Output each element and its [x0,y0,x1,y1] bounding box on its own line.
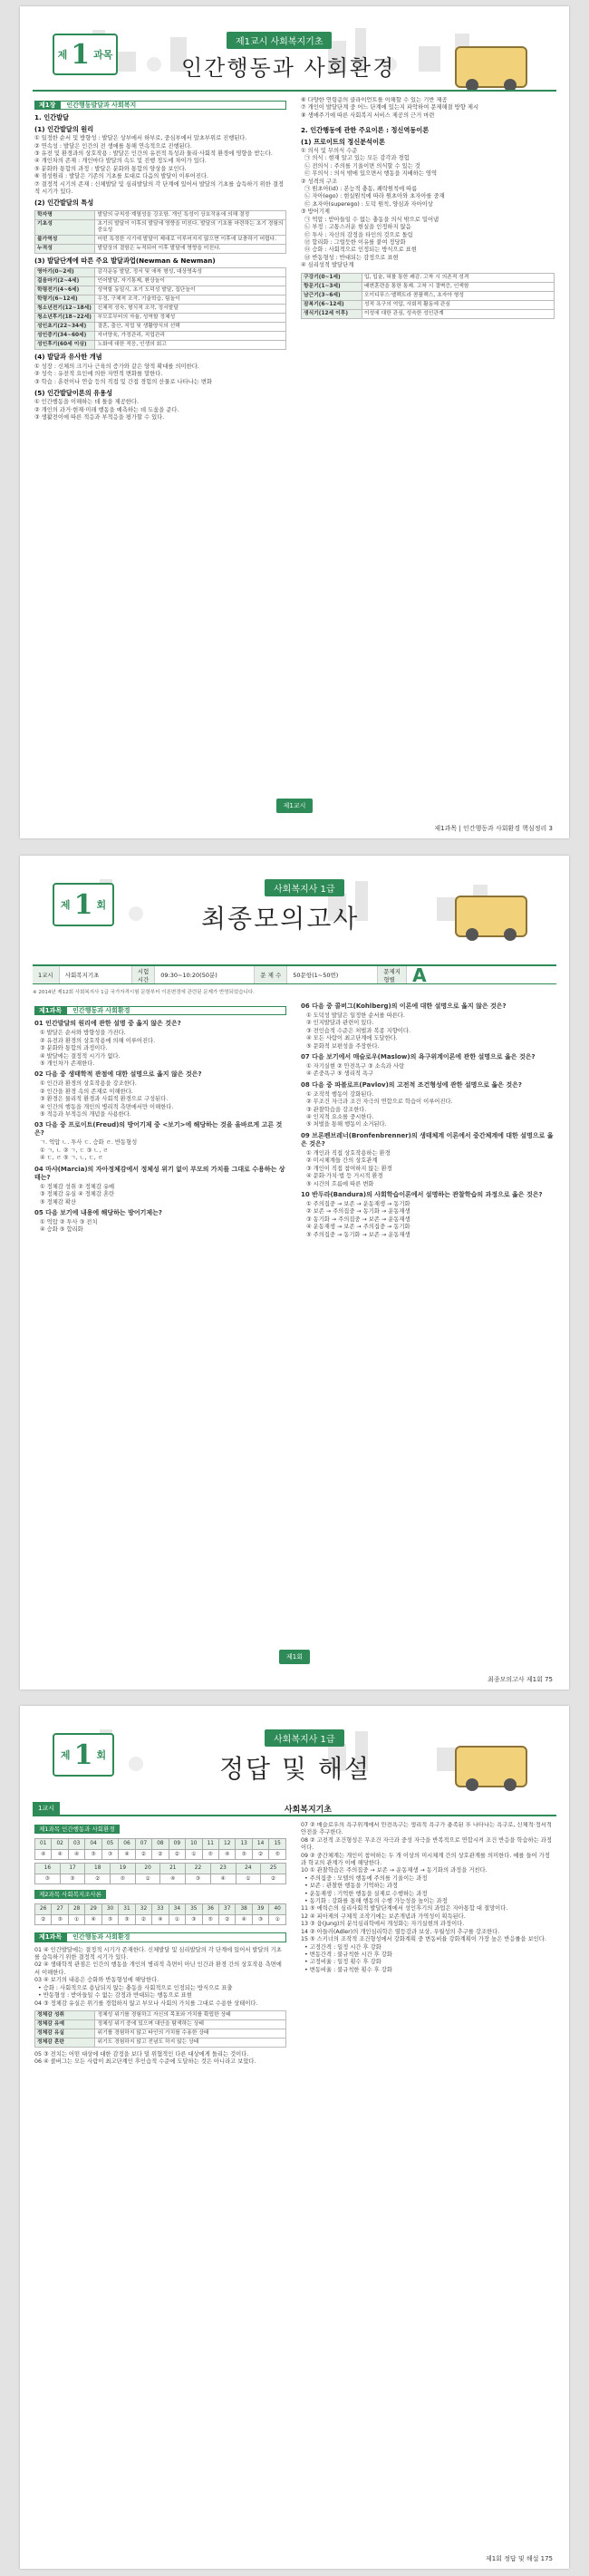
answer-grid-3 [34,1903,286,1925]
question-item [301,1081,555,1129]
answer-number: 07 [135,1839,151,1849]
answer-number: 40 [269,1904,286,1914]
answer-row [35,1839,286,1849]
answer-value: ④ [152,1914,169,1924]
answer-value: ③ [52,1914,68,1924]
answer-value: ③ [186,1914,202,1924]
question-option: ③ 분화와 통합의 과정이다. [40,1045,108,1052]
answer-number: 26 [35,1904,52,1914]
question-text: 06 다음 중 콜버그(Kohlberg)의 이론에 대한 설명으로 옳지 않은 것은? [301,1002,507,1010]
answer-value: ⑤ [269,1849,286,1859]
table-cell: 부모로부터의 자율, 성역할 정체성 [95,314,286,323]
table-developmental-tasks [34,267,286,350]
info-time-label: 시험 시간 [132,966,156,983]
answer-grid-2 [34,1863,286,1884]
answer-number: 22 [186,1864,211,1874]
question-option: ⑤ 처벌을 통해 행동이 소거된다. [306,1121,387,1128]
info-count-label: 문 제 수 [255,966,287,983]
answer-grid-1 [34,1838,286,1860]
table-cell: 성인후기(60세 이상) [35,341,95,350]
table-row [35,219,286,235]
answer-row [35,1904,286,1914]
info-type: A [412,964,427,986]
question-option: ⑤ 정체감 확산 [40,1198,77,1206]
question-text: 07 다음 보기에서 매슬로우(Maslow)의 욕구위계이론에 관한 설명으로 옳은 것은? [301,1053,536,1061]
page-number: 최종모의고사 제1회 75 [488,1676,553,1683]
table-row [35,2019,286,2029]
table-cell: 감각운동 발달, 정서 및 애착 형성, 대상영속성 [95,268,286,277]
question-item [34,1209,286,1235]
question-text: 04 마샤(Marcia)의 자아정체감에서 정체성 위기 없이 부모의 가치를 그대로 수용하는 상태는? [34,1165,285,1181]
answer-number: 12 [218,1839,235,1849]
question-option: ⑤ 적응과 부적응의 개념을 사용한다. [40,1111,131,1119]
table-cell: 발달의 규칙성·계열성을 강조함. 개인 특성이 상호작용에 의해 결정 [95,210,286,219]
answer-number: 19 [111,1864,136,1874]
table-cell: 영아기(0~2세) [35,268,95,277]
class-title: 사회복지기초 [284,1805,333,1815]
answer-value: ② [135,1849,151,1859]
table-row [35,2029,286,2038]
answer-number: 13 [236,1839,252,1849]
info-type-label: 문제지 형별 [378,966,407,983]
header-divider [33,90,556,92]
answer-value: ② [169,1849,185,1859]
topic-1: (1) 인간발달의 원리 [34,124,94,133]
table-cell: 오이디푸스·엘렉트라 콤플렉스, 초자아 형성 [362,291,554,300]
table-row [302,273,555,282]
answer-number: 03 [68,1839,84,1849]
answer-number: 34 [169,1904,185,1914]
question-option: ① 조작적 행동이 강화된다. [306,1090,374,1098]
answer-value: ⑤ [111,1874,136,1884]
table-development-traits [34,210,286,254]
question-option: ③ 개인이 직접 참여하지 않는 환경 [306,1165,392,1172]
heading-1: 1. 인간발달 [34,113,70,122]
table-cell: 신체적 성숙, 형식적 조작, 정서발달 [95,305,286,314]
table-cell: 정체감 혼란 [35,2038,95,2047]
page-number: 제1회 정답 및 해설 175 [485,2555,553,2562]
question-option: ① 주의집중 → 보존 → 운동재생 → 동기화 [306,1200,410,1207]
exam-notice: ※ 2014년 제12회 사회복지사 1급 국가자격시험 문항부터 이론변경에 관련된 문제가 반영되었습니다. [33,990,255,995]
question-option: ② 인간을 환경 속의 존재로 이해한다. [40,1088,133,1095]
answer-value: ② [135,1914,151,1924]
question-option: ④ 인지적 요소를 중시한다. [306,1114,374,1121]
left-column [34,97,286,804]
table-row [35,295,286,305]
right-body-1: ⑥ 다양한 연령층의 클라이언트를 이해할 수 있는 기반 제공 ⑦ 개인이 발달단계 중 어느 단계에 있는지 파악하여 문제해결 방향 제시 ⑧ 생애주기에 따른 사회복지 서비스 제공의 근거 마련 [301,97,478,119]
page-title: 정답 및 해설 [219,1754,372,1784]
answer-row [35,1874,286,1884]
table-cell: 학령전기(4~6세) [35,286,95,295]
table-cell: 우정, 구체적 조작, 기술학습, 팀놀이 [95,295,286,305]
question-option: ① 자기실현 ② 안전욕구 ③ 소속과 사랑 [306,1063,405,1070]
page-title: 최종모의고사 [201,904,360,934]
question-text: 08 다음 중 파블로프(Pavlov)의 고전적 조건형성에 관한 설명으로 옳은 것은? [301,1080,522,1089]
answer-number: 33 [152,1904,169,1914]
question-item [34,1070,286,1119]
question-option: ④ 발달에는 결정적 시기가 없다. [40,1052,121,1060]
answer-sub-1: 제1과목 인간행동과 사회환경 [34,1825,120,1834]
answer-value: ① [135,1874,160,1884]
answer-number: 02 [52,1839,68,1849]
table-row [35,2010,286,2019]
question-option: ① 억압 ② 투사 ③ 전치 [40,1218,98,1225]
subject-pill: 사회복지사 1급 [265,879,344,896]
footer-tag: 제1교시 [20,794,569,813]
table-row [35,332,286,341]
question-option: ③ 정체감 유실 ④ 정체감 혼란 [40,1191,115,1198]
answer-value: ⑤ [202,1849,218,1859]
question-option: ② 인지발달과 관련이 있다. [306,1020,374,1027]
question-option: ① 발달은 순서와 방향성을 가진다. [40,1030,126,1037]
table-cell: 성인중기(34~60세) [35,332,95,341]
question-option: ③ 관찰학습을 강조한다. [306,1106,367,1113]
class-header [33,1802,556,1816]
table-row [35,323,286,332]
table-row [35,2038,286,2047]
table-row [35,210,286,219]
answer-value: ② [35,1914,52,1924]
explanation-left: 01 ④ 인간발달에는 결정적 시기가 존재한다. 신체발달 및 심리발달의 각 단계에 있어서 발달의 기초를 습득하기 위한 결정적 시기가 있다. 02 ④ 생태학적 관점은 인간의 행동을 개인의 병리적 측면이 아닌 인간과 환경 간의 상호작용 측면에서 이해한다. 03 ④ 보기의 내용은 승화와 반동형성에 해당한다. • 승화 : 사회적으로 용납되지 않는 충동을 사회적으로 인정되는 방식으로 표출 • 반동형성 : 받아들일 수 없는 감정과 반대되는 행동으로 표현 04 ③ 정체감 유실은 위기를 경험하지 않고 부모나 사회의 가치를 그대로 수용한 상태이다. [34,1946,282,2007]
round-badge: 제 1 회 [53,1733,114,1777]
answer-row [35,1914,286,1924]
answer-number: 39 [252,1904,268,1914]
question-item [301,1053,555,1079]
table-cell: 학령기(6~12세) [35,295,95,305]
answer-number: 01 [35,1839,52,1849]
questions-left [34,1002,286,1637]
table-cell: 불가역성 [35,235,95,244]
table-cell: 입, 입술, 혀를 통한 쾌감. 고착 시 의존적 성격 [362,273,554,282]
info-count: 50문항(1~50번) [287,966,378,983]
table-cell: 이성에 대한 관심, 성숙한 성인관계 [362,309,554,318]
question-option: ④ 승화 ⑤ 합리화 [40,1226,83,1234]
table-row [302,300,555,309]
answer-number: 04 [85,1839,101,1849]
answer-number: 35 [186,1904,202,1914]
answer-number: 27 [52,1904,68,1914]
answer-value: ② [85,1874,111,1884]
body-4: ① 성장 : 신체의 크기나 근육의 증가와 같은 양적 확대를 의미한다. ② 성숙 : 유전적 요인에 의한 자연적 변화를 말한다. ③ 학습 : 훈련이나 연습 등의 직접 및 간접 경험의 산물로 나타나는 변화 [34,363,213,385]
answer-value: ② [252,1849,268,1859]
answer-number: 05 [101,1839,118,1849]
table-cell: 발달상의 결함은 누적되어 이후 발달에 영향을 미친다. [95,244,286,253]
answer-value: ④ [236,1914,252,1924]
question-item [34,1166,286,1206]
question-text: 10 반두라(Bandura)의 사회학습이론에서 설명하는 관찰학습의 과정으로 옳은 것은? [301,1190,543,1198]
page-3 [20,1706,569,2569]
question-text: 03 다음 중 프로이트(Freud)의 방어기제 중 <보기>에 해당하는 것을 올바르게 고른 것은? [34,1121,283,1138]
answer-number: 29 [85,1904,101,1914]
body-1: ① 일정한 순서 및 방향성 : 발달은 상부에서 하부로, 중심부에서 말초부위로 진행된다. ② 연속성 : 발달은 인간의 전 생애를 통해 연속적으로 진행된다. ③ 유전 및 환경과의 상호작용 : 발달은 인간의 유전적 특성과 물리·사회적 환경에 영향을 받는다. ④ 개인차의 존재 : 개인마다 발달의 속도 및 진행 정도에 차이가 있다. ⑤ 분화와 통합의 과정 : 발달은 분화와 통합의 양상을 보인다. ⑥ 점성원리 : 발달은 기존의 기초를 토대로 다음의 발달이 이루어진다. ⑦ 결정적 시기의 존재 : 신체발달 및 심리발달의 각 단계에 있어서 발달의 기초를 습득하기 위한 결정적 시기가 있다. [34,135,285,196]
answer-value: ③ [236,1849,252,1859]
body-5: ① 인간행동을 이해하는 데 틀을 제공한다. ② 개인의 과거·현재·미래 행동을 예측하는 데 도움을 준다. ③ 생활전이에 따른 적응과 부적응을 평가할 수 있다. [34,399,179,421]
table-cell: 위기를 경험하지 않고 타인의 가치를 수용한 상태 [95,2029,286,2038]
table-cell: 학자명 [35,210,95,219]
answer-value: ④ [160,1874,186,1884]
answer-number: 08 [152,1839,169,1849]
answer-number: 28 [68,1904,84,1914]
question-item [34,1020,286,1068]
question-option: ② 무조건 자극과 조건 자극의 연합으로 학습이 이루어진다. [306,1099,453,1106]
footer-tag: 제1회 [20,1645,569,1664]
table-row [35,341,286,350]
page-title: 인간행동과 사회환경 [181,55,396,81]
table-cell: 구강기(0~1세) [302,273,362,282]
left-column [34,1822,286,2538]
question-item [301,1002,555,1051]
question-option: ① 인간과 환경의 상호작용을 강조한다. [40,1080,137,1088]
table-cell: 자녀양육, 가정관리, 직업관리 [95,332,286,341]
answer-number: 37 [218,1904,235,1914]
topic-6: (1) 프로이트의 정신분석이론 [301,137,385,146]
answer-value: ④ [85,1914,101,1924]
answer-number: 32 [135,1904,151,1914]
question-item [34,1121,286,1162]
answer-number: 09 [169,1839,185,1849]
table-row [302,282,555,291]
subject-pill: 제1교시 사회복지기초 [227,32,332,49]
topic-4: (4) 발달과 유사한 개념 [34,353,102,362]
answer-value: ③ [252,1914,268,1924]
answer-value: ① [169,1914,185,1924]
answer-value: ② [152,1849,169,1859]
answer-number: 17 [60,1864,85,1874]
bus-illustration [455,896,527,937]
answer-number: 16 [35,1864,61,1874]
questions-right [301,1002,555,1637]
question-option: ② 유전과 환경의 상호작용에 의해 이루어진다. [40,1037,156,1044]
table-cell: 어떤 특정한 시기에 발달이 제대로 이루어지지 않으면 이후에 보충하기 어렵다. [95,235,286,244]
answer-value: ④ [35,1849,52,1859]
table-cell: 성역할 동일시, 초기 도덕성 발달, 집단놀이 [95,286,286,295]
table-row [35,305,286,314]
body-6: ① 의식 및 무의식 수준 ㉠ 의식 : 현재 알고 있는 모든 감각과 경험 ㉡ 전의식 : 주의를 기울이면 의식할 수 있는 것 ㉢ 무의식 : 의식 밖에 있으면서 행동을 지배하는 영역 ② 성격의 구조 ㉠ 원초아(id) : 본능적 충동, 쾌락원칙에 따름 ㉡ 자아(ego) : 현실원칙에 따라 원초아와 초자아를 중재 ㉢ 초자아(superego) : 도덕 원칙, 양심과 자아이상 ③ 방어기제 ㉠ 억압 : 받아들일 수 없는 충동을 의식 밖으로 밀어냄 ㉡ 부정 : 고통스러운 현실을 인정하지 않음 ㉢ 투사 : 자신의 감정을 타인의 것으로 돌림 ㉣ 합리화 : 그럴듯한 이유를 붙여 정당화 ㉤ 승화 : 사회적으로 인정되는 방식으로 표현 ㉥ 반동형성 : 반대되는 감정으로 표현 ④ 심리성적 발달단계 [301,148,445,269]
info-subject: 사회복지기초 [60,966,132,983]
answer-number: 18 [85,1864,111,1874]
answer-number: 10 [186,1839,202,1849]
answer-value: ③ [60,1874,85,1884]
answer-number: 24 [236,1864,261,1874]
table-identity-status [34,2010,286,2048]
table-cell: 청소년후기(18~22세) [35,314,95,323]
answer-value: ④ [119,1849,135,1859]
answer-value: ③ [35,1874,61,1884]
question-option: ③ 전인습적 수준은 처벌과 복종 지향이다. [306,1027,410,1034]
answer-sub-2: 제2과목 사회복지조사론 [34,1890,106,1899]
table-cell: 정체감 성취 [35,2010,95,2019]
question-item [301,1191,555,1239]
answer-value: ④ [210,1874,236,1884]
table-row [35,314,286,323]
question-option: ③ 환경은 물리적 환경과 사회적 환경으로 구성된다. [40,1096,169,1103]
exam-info-bar [33,964,556,984]
answer-value: ③ [85,1849,101,1859]
table-cell: 결혼, 출산, 직업 및 생활양식의 선택 [95,323,286,332]
question-text: 05 다음 보기에 내용에 해당하는 방어기제는? [34,1208,162,1216]
page-number: 제1과목 | 인간행동과 사회환경 핵심정리 3 [434,825,553,832]
subject-pill: 사회복지사 1급 [265,1729,344,1747]
answer-number: 20 [135,1864,160,1874]
explanation-right: 07 ② 매슬로우의 욕구위계에서 안전욕구는 생리적 욕구가 충족된 후 나타나는 욕구로, 신체적·정서적 안전을 추구한다. 08 ② 고전적 조건형성은 무조건 자극과 중성 자극을 반복적으로 연합시켜 조건 반응을 학습하는 과정이다. 09 ② 중간체계는 개인이 참여하는 두 개 이상의 미시체계 간의 상호관계를 의미한다. 예를 들어 가정과 학교의 관계가 이에 해당한다. 10 ① 관찰학습은 주의집중 → 보존 → 운동재생 → 동기화의 과정을 거친다. • 주의집중 : 모델의 행동에 주의를 기울이는 과정 • 보존 : 관찰한 행동을 기억하는 과정 • 운동재생 : 기억한 행동을 실제로 수행하는 과정 • 동기화 : 강화를 통해 행동의 수행 가능성을 높이는 과정 11 ⑤ 에릭슨의 심리사회적 발달단계에서 성인후기의 과업은 자아통합 대 절망이다. 12 ④ 피아제의 구체적 조작기에는 보존개념과 가역성이 획득된다. 13 ③ 융(Jung)의 분석심리학에서 개성화는 자기실현의 과정이다. 14 ② 아들러(Adler)의 개인심리학은 열등감과 보상, 우월성의 추구를 강조한다. 15 ⑤ 스키너의 조작적 조건형성에서 강화계획 중 변동비율 강화계획이 가장 높은 반응률을 보인다. • 고정간격 : 일정 시간 후 강화 • 변동간격 : 불규칙한 시간 후 강화 • 고정비율 : 일정 횟수 후 강화 • 변동비율 : 불규칙한 횟수 후 강화 [301,1822,552,1973]
section-header: 제1장 인간행동발달과 사회복지 [34,101,286,110]
explanation-left-2: 05 ③ 전치는 어떤 대상에 대한 감정을 보다 덜 위협적인 다른 대상에게 돌리는 것이다. 06 ④ 콜버그는 모든 사람이 최고단계인 후인습적 수준에 도달하는 것은 아니라고 보았다. [34,2050,256,2066]
class-tag: 1교시 [33,1802,60,1815]
answer-value: ③ [101,1849,118,1859]
question-option: ㄱ. 억압 ㄴ. 투사 ㄷ. 승화 ㄹ. 반동형성 [40,1139,138,1147]
answer-value: ⑤ [101,1914,118,1924]
question-option: ⑤ 시간의 흐름에 따른 변화 [306,1180,374,1187]
answer-value: ② [261,1874,286,1884]
answer-value: ③ [119,1914,135,1924]
question-text: 02 다음 중 생태학적 관점에 대한 설명으로 옳지 않은 것은? [34,1070,202,1079]
topic-5: (5) 인간발달이론의 유용성 [34,388,113,397]
answer-number: 30 [101,1904,118,1914]
answer-number: 31 [119,1904,135,1914]
answer-value: ① [269,1914,286,1924]
answer-value: ① [186,1849,202,1859]
section-header: 제1과목 인간행동과 사회환경 [34,1932,286,1942]
table-cell: 누적성 [35,244,95,253]
table-cell: 항문기(1~3세) [302,282,362,291]
bus-illustration [455,46,527,88]
question-option: ③ 동기화 → 주의집중 → 보존 → 운동재생 [306,1215,410,1223]
table-cell: 남근기(3~6세) [302,291,362,300]
topic-3: (3) 발달단계에 따른 주요 발달과업(Newman & Newman) [34,256,216,265]
table-cell: 위기도 경험하지 않고 전념도 하지 않는 상태 [95,2038,286,2047]
info-class: 1교시 [33,966,60,983]
table-cell: 정체성 위기 중에 있으며 대안을 탐색하는 상태 [95,2019,286,2029]
question-option: ① 개인과 직접 상호작용하는 환경 [306,1149,391,1157]
table-cell: 배변훈련을 통한 통제. 고착 시 결벽증, 인색함 [362,282,554,291]
question-option: ② 보존 → 주의집중 → 동기화 → 운동재생 [306,1208,410,1215]
table-row [35,277,286,286]
answer-number: 25 [261,1864,286,1874]
question-item [301,1132,555,1188]
bus-illustration [455,1746,527,1787]
question-option: ⑤ 주의집중 → 동기화 → 보존 → 운동재생 [306,1231,410,1238]
question-option: ⑤ 개인차가 존재한다. [40,1060,95,1068]
question-option: ① 정체감 성취 ② 정체감 유예 [40,1183,115,1190]
answer-row [35,1849,286,1859]
table-row [302,309,555,318]
answer-value: ① [68,1914,84,1924]
table-cell: 노화에 대한 적응, 인생의 회고 [95,341,286,350]
answer-number: 38 [236,1904,252,1914]
page-1 [20,6,569,838]
table-cell: 기초성 [35,219,95,235]
question-text: 01 인간발달의 원리에 관한 설명 중 옳지 않은 것은? [34,1020,181,1028]
table-cell: 걸음마기(2~4세) [35,277,95,286]
answer-value: ② [218,1914,235,1924]
table-cell: 언어발달, 자기통제, 환상놀이 [95,277,286,286]
table-row [35,268,286,277]
table-cell: 성적 욕구의 억압, 사회적 활동에 관심 [362,300,554,309]
subject-badge: 제 1 과목 [53,34,118,75]
answer-value: ④ [52,1849,68,1859]
info-time: 09:30~10:20(50분) [155,966,255,983]
question-option: ④ 인간의 행동을 개인의 병리적 측면에서만 이해한다. [40,1103,174,1110]
table-cell: 정체감 유예 [35,2019,95,2029]
heading-2: 2. 인간행동에 관한 주요이론 : 정신역동이론 [301,126,430,135]
table-row [35,286,286,295]
question-option: ⑤ 문화적 보편성을 주장한다. [306,1042,380,1050]
right-column [301,97,555,804]
question-option: ② 미시체계들 간의 상호관계 [306,1157,378,1165]
question-option: ④ 모든 사람이 최고단계에 도달한다. [306,1035,398,1042]
question-option: ④ 운동재생 → 보존 → 주의집중 → 동기화 [306,1224,410,1231]
answer-value: ④ [68,1849,84,1859]
table-psychosexual-stages [301,273,555,319]
table-cell: 정체감 유실 [35,2029,95,2038]
table-cell: 성인초기(22~34세) [35,323,95,332]
answer-number: 23 [210,1864,236,1874]
answer-row [35,1864,286,1874]
section-header: 제1과목 인간행동과 사회환경 [34,1006,286,1015]
table-row [35,235,286,244]
table-cell: 정체성 위기를 경험하고 자신의 목표와 가치를 확립한 상태 [95,2010,286,2019]
topic-2: (2) 인간발달의 특성 [34,199,94,208]
answer-value: ④ [218,1849,235,1859]
right-column [301,1822,555,2538]
round-badge: 제 1 회 [53,883,114,926]
table-row [35,244,286,253]
question-text: 09 브론펜브레너(Bronfenbrenner)의 생태체계 이론에서 중간체계에 대한 설명으로 옳은 것은? [301,1131,554,1148]
answer-number: 06 [119,1839,135,1849]
question-option: ① ㄱ, ㄴ ② ㄱ, ㄷ ③ ㄴ, ㄹ [40,1147,109,1154]
answer-value: ① [236,1874,261,1884]
page-2 [20,856,569,1690]
question-option: ④ 존중욕구 ⑤ 생리적 욕구 [306,1070,374,1078]
answer-number: 36 [202,1904,218,1914]
answer-number: 11 [202,1839,218,1849]
question-option: ④ 문화·가치·법 등 거시적 환경 [306,1173,383,1180]
answer-value: ③ [186,1874,211,1884]
answer-number: 14 [252,1839,268,1849]
answer-number: 15 [269,1839,286,1849]
table-cell: 생식기(12세 이후) [302,309,362,318]
question-option: ① 도덕성 발달은 일정한 순서를 따른다. [306,1012,405,1019]
answer-value: ⑤ [202,1914,218,1924]
answer-number: 21 [160,1864,186,1874]
table-cell: 잠복기(6~12세) [302,300,362,309]
table-row [302,291,555,300]
question-option: ④ ㄷ, ㄹ ⑤ ㄱ, ㄴ, ㄷ, ㄹ [40,1155,103,1162]
table-cell: 청소년전기(12~18세) [35,305,95,314]
table-cell: 초기의 발달이 이후의 발달에 영향을 미친다. 발달의 기초를 마련하는 초기 경험의 중요성 [95,219,286,235]
